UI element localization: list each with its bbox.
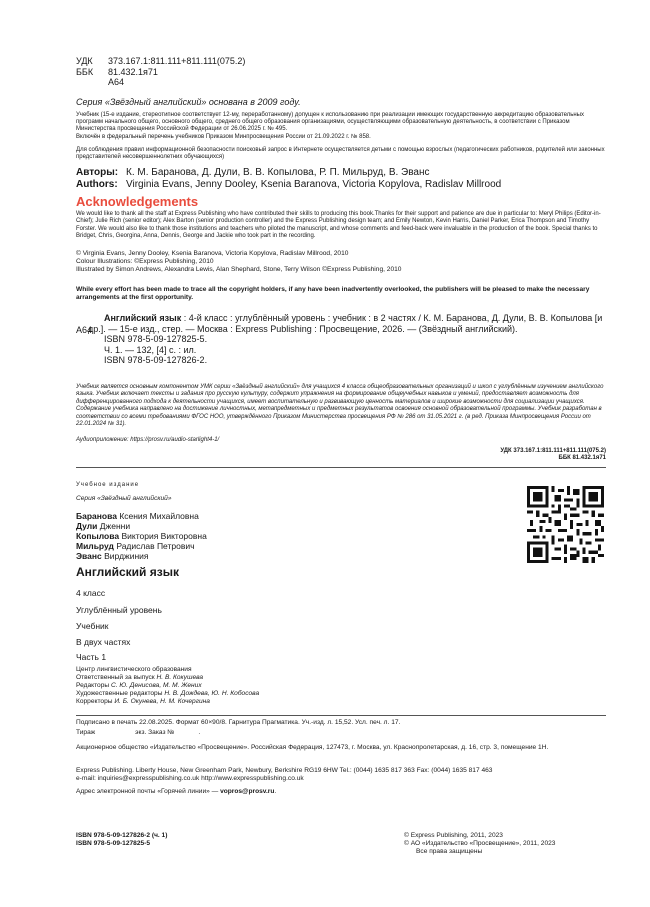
acknowledgements-title: Acknowledgements: [76, 194, 199, 209]
catalog-description-text: : 4-й класс : углублённый уровень : учебник : в 2 частях / К. М. Баранова, Д. Дули, В. В. Копылова [и др.]. — 15-е изд., стер. — Москва : Express Publishing : Просвещение, 2026. — (Звёздный английский).: [88, 313, 603, 334]
hotline-email[interactable]: vopros@prosv.ru: [220, 788, 275, 795]
qr-code-icon: [527, 486, 604, 563]
classification-block: [76, 56, 606, 88]
footer-copyright-1: © Express Publishing, 2011, 2023: [404, 832, 503, 839]
publisher-ru: Акционерное общество «Издательство «Просвещение». Российская Федерация, 127473, г. Москва, ул. Краснопролетарская, д. 16, стр. 3, помещение 1Н.: [76, 744, 549, 751]
copyright-credits: [76, 250, 606, 274]
edition-level: Углублённый уровень: [76, 605, 162, 615]
edition-author: Мильруд Радислав Петрович: [76, 541, 195, 551]
edition-center: Центр лингвистического образования: [76, 666, 192, 673]
catalog-description: [88, 313, 606, 366]
footer-isbn-2: ISBN 978-5-09-127825-5: [76, 840, 151, 847]
copyright-line-1: © Virginia Evans, Jenny Dooley, Ksenia Baranova, Victoria Kopylova, Radislav Millrood, 2010: [76, 250, 349, 257]
printing-line-1: Подписано в печать 22.08.2025. Формат 60×90/8. Гарнитура Прагматика. Уч.-изд. л. 15,52. Усл. печ. л. 17.: [76, 719, 401, 726]
footer-isbn-1: ISBN 978-5-09-127826-2 (ч. 1): [76, 832, 168, 839]
bbk-label: ББК: [76, 66, 94, 77]
edition-kind: Учебник: [76, 621, 109, 631]
hotline-label: Адрес электронной почты «Горячей линии» —: [76, 788, 221, 795]
copyright-line-2: Colour Illustrations: ©Express Publishing, 2010: [76, 258, 214, 265]
catalog-udk: УДК 373.167.1:811.111+811.111(075.2): [500, 448, 606, 454]
publisher-en-line-2: e-mail: inquiries@expresspublishing.co.uk http://www.expresspublishing.co.uk: [76, 775, 304, 782]
publisher-en-line-1: Express Publishing. Liberty House, New Greenham Park, Newbury, Berkshire RG19 6HW Tel.: (0044) 1635 817 363 Fax: (0044) 1635 817 463: [76, 767, 493, 774]
authors-en-names: Virginia Evans, Jenny Dooley, Ksenia Baranova, Victoria Kopylova, Radislav Millrood: [126, 179, 502, 190]
udk-value: 373.167.1:811.111+811.111(075.2): [108, 56, 246, 66]
federal-list-text: Включён в федеральный перечень учебников Приказом Минпросвещения России от 21.09.2022 г. № 858.: [76, 134, 371, 140]
hotline: Адрес электронной почты «Горячей линии» — vopros@prosv.ru.: [76, 788, 277, 795]
copyright-line-3: Illustrated by Simon Andrews, Alexandra Lewis, Alan Shephard, Stone, Terry Wilson ©Express Publishing, 2010: [76, 266, 402, 273]
edition-author: Эванс Вирджиния: [76, 551, 149, 561]
printing-line-2: Тираж экз. Заказ № .: [76, 729, 201, 736]
footer-rights: Все права защищены: [416, 848, 483, 855]
staff-line: Корректоры И. Б. Окунева, Н. М. Кочергина: [76, 698, 210, 705]
edition-series: Серия «Звёздный английский»: [76, 495, 172, 502]
catalog-isbn-part: ISBN 978-5-09-127826-2.: [104, 355, 208, 365]
catalog-isbn-common: ISBN 978-5-09-127825-5.: [104, 334, 208, 344]
author-mark: А64: [108, 77, 125, 87]
printing-divider: [76, 715, 606, 716]
staff-line: Ответственный за выпуск Н. В. Кокушева: [76, 674, 204, 681]
authors-en-label: Authors:: [76, 179, 118, 190]
footer-isbn: [76, 832, 167, 848]
catalog-title: Английский язык: [104, 313, 182, 323]
section-divider: [76, 467, 606, 468]
edition-author: Дули Дженни: [76, 521, 131, 531]
staff-line: Редакторы С. Ю. Денисова, М. М. Жених: [76, 682, 202, 689]
edition-author: Копылова Виктория Викторовна: [76, 531, 207, 541]
footer-copyright: [404, 832, 606, 856]
edition-part: Часть 1: [76, 652, 107, 662]
catalog-mark: А64: [76, 325, 93, 335]
approval-text: Учебник (15-е издание, стереотипное соответствует 12-му, переработанному) допущен к использованию при реализации имеющих государственную аккредитацию образовательных программ начального общего, основного общего, среднего общего образования организациями, осуществляющими образовательную деятельность, в соответствии с Приказом Министерства просвещения Российской Федерации от 26.06.2025 г. № 495.: [76, 112, 584, 133]
acknowledgements-text: We would like to thank all the staff at Express Publishing who have contributed their skills to producing this book.Thanks for their support and patience are due in particular to: Meryl Philips (Editor-in-Chief); Julie Rich (senior editor); Alex Barton (senior production controller) and the Express Publishing design team; and Emily Newton, Kevin Harris, Daniel Parker, Erica Thompson and Timothy Forster. We would also like to thank those institutions and teachers who piloted the manuscript, and whose comments and feed-back were invaluable in the production of the book. Special thanks to Bridget, Chris, Georgina, Anna, Dennis, George and Jackie who took part in the recording.: [76, 211, 601, 240]
edition-grade: 4 класс: [76, 588, 106, 598]
authors-ru-names: К. М. Баранова, Д. Дули, В. В. Копылова, Р. П. Мильруд, В. Эванс: [126, 167, 430, 178]
edition-author: Баранова Ксения Михайловна: [76, 511, 199, 521]
publisher-en: [76, 767, 606, 783]
catalog-bbk: ББК 81.432.1я71: [558, 455, 606, 461]
udk-label: УДК: [76, 56, 93, 66]
edition-parts: В двух частях: [76, 637, 131, 647]
catalog-audio: Аудиоприложение: https://prosv.ru/audio-starlight4-1/: [76, 437, 220, 443]
bbk-value: 81.432.1я71: [108, 66, 158, 77]
catalog-part-info: Ч. 1. — 132, [4] с. : ил.: [104, 344, 197, 355]
effort-note: While every effort has been made to trace all the copyright holders, if any have been inadvertently overlooked, the publishers will be pleased to make the necessary arrangements at the first opportunity.: [76, 286, 590, 301]
authors-ru-label: Авторы:: [76, 167, 119, 178]
safety-text: Для соблюдения правил информационной безопасности поисковый запрос в Интернете осуществляется детьми с помощью взрослых (педагогических работников, родителей или законных представителей несовершеннолетних обучающихся): [76, 147, 605, 161]
series-note: Серия «Звёздный английский» основана в 2009 году.: [76, 97, 301, 107]
footer-copyright-2: © АО «Издательство «Просвещение», 2011, 2023: [404, 840, 556, 847]
edition-authors: [76, 511, 496, 561]
edition-staff: [76, 666, 476, 706]
edition-title: Английский язык: [76, 565, 179, 579]
authors-block: [76, 167, 606, 191]
edition-label: Учебное издание: [76, 482, 140, 488]
staff-line: Художественные редакторы Н. В. Дождева, Ю. Н. Кобосова: [76, 690, 260, 697]
catalog-annotation: Учебник является основным компонентом УМК серии «Звёздный английский» для учащихся 4 класса общеобразовательных организаций и школ с углублённым изучением английского языка. Учебник включает тексты и задания про русскую культуру, содержит упражнения на формирование общеучебных навыков и умений, предоставляет возможность для дифференцированного подхода к деятельности учащихся, имеет воспитательную и развивающую ценность материалов и широкие возможности для социализации учащихся. Содержание учебника направлено на достижение личностных, метапредметных и предметных результатов освоения основной образовательной программы. Учебник разработан в соответствии со всеми требованиями ФГОС НОО, утверждённого Приказом Министерства просвещения РФ № 286 от 31.05.2021 г. (в ред. Приказа Минпросвещения России от 22.01.2024 № 31).: [76, 384, 604, 428]
